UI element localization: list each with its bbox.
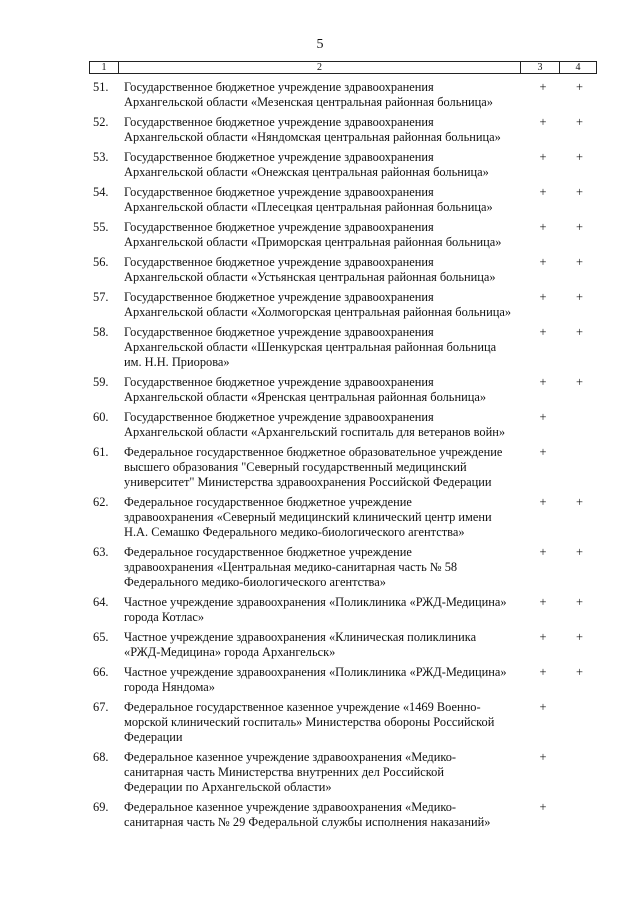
col3-mark: + — [539, 495, 547, 509]
text-line: города Няндома» — [124, 680, 215, 695]
table-row — [93, 445, 597, 495]
table-row — [93, 545, 597, 595]
row-number: 59. — [93, 375, 109, 389]
header-col-2: 2 — [118, 62, 520, 73]
institution-name — [124, 495, 524, 545]
text-line: Частное учреждение здравоохранения «Поликлиника «РЖД-Медицина» — [124, 595, 507, 609]
row-number: 54. — [93, 185, 109, 199]
institution-name — [124, 80, 524, 115]
row-number: 61. — [93, 445, 109, 459]
institution-name — [124, 220, 524, 255]
col4-mark: + — [576, 150, 583, 164]
text-line: Архангельской области «Плесецкая центральная районная больница» — [124, 200, 493, 215]
col4-mark — [562, 800, 597, 835]
row-number: 65. — [93, 630, 109, 644]
col3-mark: + — [539, 185, 547, 199]
row-number: 62. — [93, 495, 109, 509]
table-header-row — [89, 61, 597, 74]
col4-mark: + — [576, 290, 583, 304]
col3-mark: + — [539, 410, 547, 424]
col4-mark: + — [576, 495, 583, 509]
col3-mark: + — [539, 80, 547, 94]
text-line: им. Н.Н. Приорова» — [124, 355, 230, 370]
col3-mark: + — [539, 595, 547, 609]
text-line: Государственное бюджетное учреждение здравоохранения — [124, 220, 434, 234]
table-row — [93, 255, 597, 290]
col4-mark: + — [576, 545, 583, 559]
col3-mark: + — [539, 445, 547, 459]
text-line: Архангельской области «Онежская центральная районная больница» — [124, 165, 489, 180]
row-number: 66. — [93, 665, 109, 679]
col4-mark — [562, 410, 597, 445]
row-number: 53. — [93, 150, 109, 164]
text-line: «РЖД-Медицина» города Архангельск» — [124, 645, 336, 660]
page-number: 5 — [316, 37, 324, 52]
col3-mark: + — [539, 325, 547, 339]
institution-name — [124, 700, 524, 750]
text-line: Архангельской области «Архангельский госпиталь для ветеранов войн» — [124, 425, 506, 440]
row-number: 57. — [93, 290, 109, 304]
text-line: Государственное бюджетное учреждение здравоохранения — [124, 410, 434, 424]
text-line: Государственное бюджетное учреждение здравоохранения — [124, 375, 434, 389]
col3-mark: + — [539, 375, 547, 389]
col4-mark: + — [576, 185, 583, 199]
header-col-4: 4 — [559, 62, 596, 73]
text-line: Федерации по Архангельской области» — [124, 780, 332, 795]
text-line: Федерального медико-биологического агентства» — [124, 575, 386, 590]
col3-mark: + — [539, 220, 547, 234]
col4-mark — [562, 750, 597, 800]
table-row — [93, 80, 597, 115]
institution-name — [124, 290, 524, 325]
table-row — [93, 800, 597, 835]
col4-mark: + — [576, 375, 583, 389]
text-line: Федеральное государственное бюджетное образовательное учреждение — [124, 445, 503, 459]
table-row — [93, 750, 597, 800]
col3-mark: + — [539, 750, 547, 764]
table-row — [93, 150, 597, 185]
text-line: Государственное бюджетное учреждение здравоохранения — [124, 325, 434, 339]
text-line: Государственное бюджетное учреждение здравоохранения — [124, 290, 434, 304]
text-line: Государственное бюджетное учреждение здравоохранения — [124, 150, 434, 164]
col4-mark — [562, 445, 597, 495]
text-line: Архангельской области «Приморская центральная районная больница» — [124, 235, 502, 250]
row-number: 60. — [93, 410, 109, 424]
text-line: Архангельской области «Няндомская центральная районная больница» — [124, 130, 501, 145]
row-number: 51. — [93, 80, 109, 94]
table-row — [93, 185, 597, 220]
row-number: 58. — [93, 325, 109, 339]
table-row — [93, 665, 597, 700]
header-col-3: 3 — [520, 62, 559, 73]
col4-mark: + — [576, 325, 583, 339]
text-line: Государственное бюджетное учреждение здравоохранения — [124, 80, 434, 94]
institution-name — [124, 595, 524, 630]
col4-mark: + — [576, 665, 583, 679]
col3-mark: + — [539, 150, 547, 164]
row-number: 69. — [93, 800, 109, 814]
table-row — [93, 375, 597, 410]
col4-mark: + — [576, 220, 583, 234]
row-number: 52. — [93, 115, 109, 129]
institution-name — [124, 375, 524, 410]
col4-mark: + — [576, 595, 583, 609]
text-line: высшего образования "Северный государственный медицинский — [124, 460, 467, 475]
table-row — [93, 220, 597, 255]
col3-mark: + — [539, 800, 547, 814]
institution-name — [124, 255, 524, 290]
text-line: Федеральное государственное казенное учреждение «1469 Военно- — [124, 700, 481, 714]
text-line: Федеральное казенное учреждение здравоохранения «Медико- — [124, 750, 457, 764]
table-row — [93, 410, 597, 445]
text-line: Государственное бюджетное учреждение здравоохранения — [124, 185, 434, 199]
col4-mark: + — [576, 115, 583, 129]
col3-mark: + — [539, 290, 547, 304]
col3-mark: + — [539, 630, 547, 644]
institution-name — [124, 410, 524, 445]
text-line: здравоохранения «Центральная медико-санитарная часть № 58 — [124, 560, 458, 575]
institution-name — [124, 665, 524, 700]
institution-name — [124, 800, 524, 835]
institution-name — [124, 115, 524, 150]
text-line: здравоохранения «Северный медицинский клинический центр имени — [124, 510, 492, 525]
text-line: Архангельской области «Холмогорская центральная районная больница» — [124, 305, 512, 320]
table-row — [93, 630, 597, 665]
text-line: Архангельской области «Шенкурская центральная районная больница — [124, 340, 497, 355]
table-row — [93, 115, 597, 150]
text-line: Федерации — [124, 730, 183, 745]
institution-name — [124, 325, 524, 375]
col3-mark: + — [539, 700, 547, 714]
text-line: морской клинический госпиталь» Министерства обороны Российской — [124, 715, 495, 730]
text-line: Федеральное государственное бюджетное учреждение — [124, 545, 412, 559]
text-line: Н.А. Семашко Федерального медико-биологического агентства» — [124, 525, 465, 540]
col3-mark: + — [539, 255, 547, 269]
row-number: 67. — [93, 700, 109, 714]
text-line: Федеральное казенное учреждение здравоохранения «Медико- — [124, 800, 457, 814]
col3-mark: + — [539, 665, 547, 679]
table-row — [93, 495, 597, 545]
col4-mark — [562, 700, 597, 750]
institution-name — [124, 545, 524, 595]
text-line: Государственное бюджетное учреждение здравоохранения — [124, 115, 434, 129]
text-line: Архангельской области «Устьянская центральная районная больница» — [124, 270, 496, 285]
row-number: 55. — [93, 220, 109, 234]
text-line: Архангельской области «Яренская центральная районная больница» — [124, 390, 487, 405]
table-row — [93, 290, 597, 325]
col4-mark: + — [576, 80, 583, 94]
table-row — [93, 595, 597, 630]
col3-mark: + — [539, 545, 547, 559]
text-line: Частное учреждение здравоохранения «Клиническая поликлиника — [124, 630, 477, 644]
institution-table-body — [93, 80, 597, 835]
text-line: университет" Министерства здравоохранения Российской Федерации — [124, 475, 492, 490]
institution-name — [124, 750, 524, 800]
col4-mark: + — [576, 255, 583, 269]
header-col-1: 1 — [101, 62, 107, 73]
text-line: санитарная часть Министерства внутренних дел Российской — [124, 765, 444, 780]
institution-name — [124, 445, 524, 495]
institution-name — [124, 150, 524, 185]
row-number: 56. — [93, 255, 109, 269]
text-line: Государственное бюджетное учреждение здравоохранения — [124, 255, 434, 269]
institution-name — [124, 185, 524, 220]
text-line: санитарная часть № 29 Федеральной службы исполнения наказаний» — [124, 815, 491, 830]
row-number: 68. — [93, 750, 109, 764]
table-row — [93, 700, 597, 750]
text-line: Архангельской области «Мезенская центральная районная больница» — [124, 95, 493, 110]
row-number: 63. — [93, 545, 109, 559]
table-row — [93, 325, 597, 375]
text-line: Федеральное государственное бюджетное учреждение — [124, 495, 412, 509]
col4-mark: + — [576, 630, 583, 644]
row-number: 64. — [93, 595, 109, 609]
text-line: города Котлас» — [124, 610, 205, 625]
text-line: Частное учреждение здравоохранения «Поликлиника «РЖД-Медицина» — [124, 665, 507, 679]
col3-mark: + — [539, 115, 547, 129]
institution-name — [124, 630, 524, 665]
